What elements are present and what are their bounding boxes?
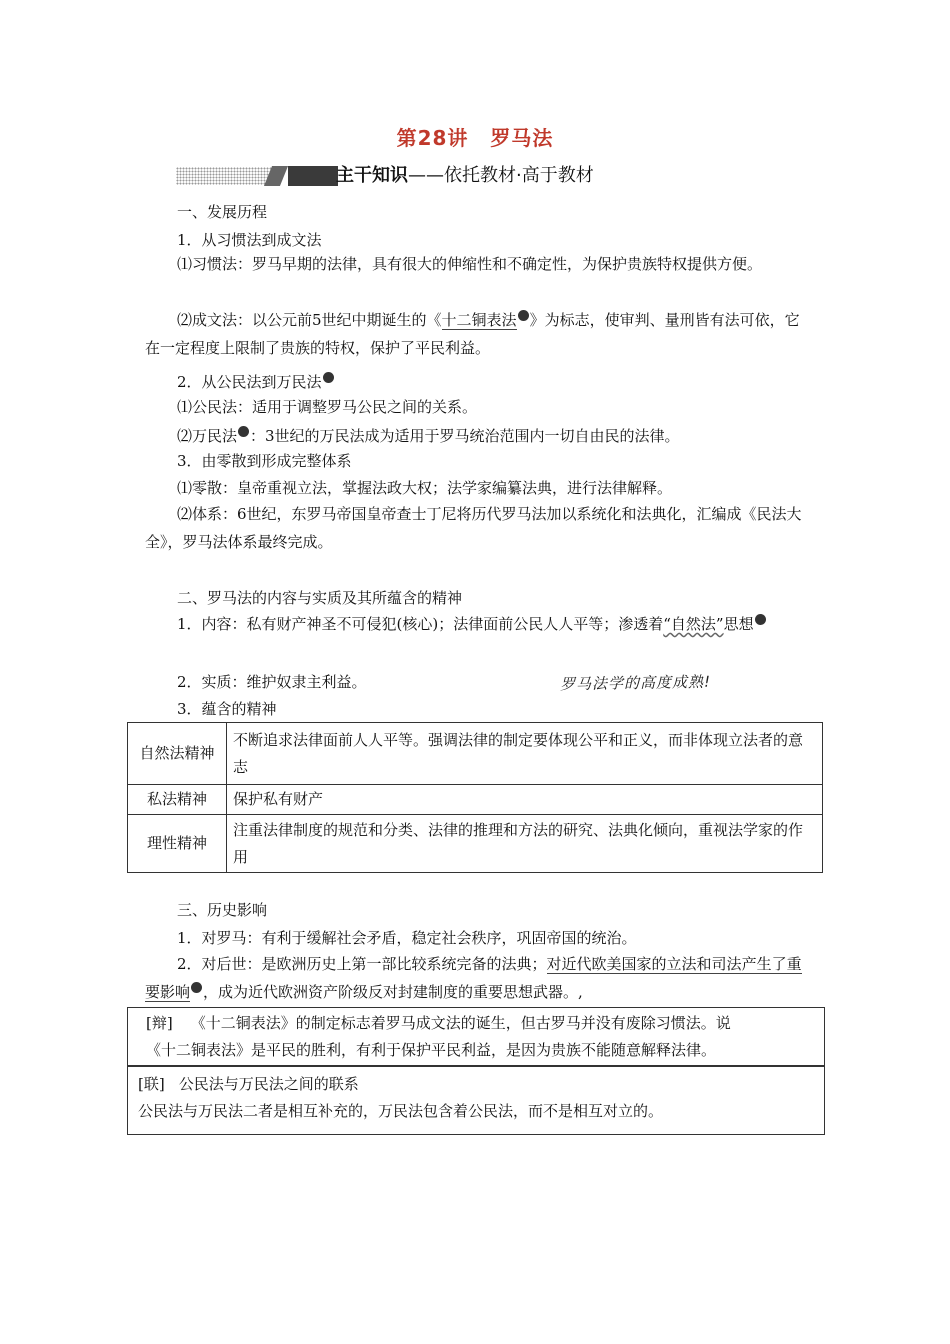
section1-heading: 一、发展历程 [177, 203, 268, 221]
table-value: 保护私有财产 [227, 785, 823, 815]
s2-item2: 2．实质：维护奴隶主利益。 [177, 673, 367, 691]
debate-line1 [146, 1013, 731, 1033]
table-key: 自然法精神 [128, 723, 227, 785]
note-badge-icon [238, 426, 249, 437]
link-tag: [联] [138, 1075, 165, 1093]
s2-item1-tail: 思想 [723, 615, 754, 633]
twelve-tables-underlined: 十二铜表法 [441, 311, 517, 329]
table-row [128, 723, 823, 785]
s2-item3: 3．蕴含的精神 [177, 700, 277, 718]
lecture-number: 第28讲 [396, 126, 469, 150]
s1-item1b-lead: ⑵成文法：以公元前5世纪中期诞生的《 [177, 311, 442, 329]
banner-main: 主干知识 [336, 165, 408, 186]
s2-item1-lead: 1．内容：私有财产神圣不可侵犯(核心)；法律面前公民人人平等；渗透着 [177, 615, 664, 633]
influence-underlined-2: 产生了重要影响 [145, 955, 802, 1001]
note-badge-icon [518, 310, 529, 321]
table-row [128, 785, 823, 815]
handwritten-note: 罗马法学的高度成熟! [559, 672, 712, 694]
s3-item2-tail: ，成为近代欧洲资产阶级反对封建制度的重要思想武器。, [203, 983, 583, 1001]
s1-item2-text: 2．从公民法到万民法 [177, 373, 322, 391]
s3-item2-lead: 2．对后世：是欧洲历史上第一部比较系统完备的法典； [177, 955, 547, 973]
s3-item1: 1．对罗马：有利于缓解社会矛盾，稳定社会秩序，巩固帝国的统治。 [177, 929, 637, 947]
s1-item2b-lead: ⑵万民法 [177, 427, 238, 445]
s1-item3: 3．由零散到形成完整体系 [177, 452, 352, 470]
page-title [0, 122, 950, 151]
note-badge-icon [323, 372, 334, 383]
s1-item1b-tail: 》为标志，使审判、量刑皆有法可依，它在一定程度上限制了贵族的特权，保护了平民利益。 [145, 311, 800, 357]
s1-item2a: ⑴公民法：适用于调整罗马公民之间的关系。 [177, 398, 478, 416]
section2-heading: 二、罗马法的内容与实质及其所蕴含的精神 [177, 589, 463, 607]
note-badge-icon [191, 982, 202, 993]
s1-item2 [177, 370, 335, 392]
table-value: 不断追求法律面前人人平等。强调法律的制定要体现公平和正义，而非体现立法者的意志 [227, 723, 823, 785]
table-key: 理性精神 [128, 815, 227, 873]
s2-item1 [145, 610, 813, 638]
s1-item3b: ⑵体系：6世纪，东罗马帝国皇帝查士丁尼将历代罗马法加以系统化和法典化，汇编成《民法大全》，罗马法体系最终完成。 [145, 505, 802, 551]
debate-tag: [辩] [146, 1014, 173, 1032]
influence-underlined-1: 对近代欧美国家的立法和司法 [546, 955, 742, 973]
debate-text1: 《十二铜表法》的制定标志着罗马成文法的诞生，但古罗马并没有废除习惯法。说 [190, 1014, 731, 1032]
link-box [127, 1065, 825, 1135]
banner-bar [288, 166, 338, 186]
s1-item2b [177, 424, 680, 446]
link-heading [138, 1074, 359, 1094]
s1-item3a: ⑴零散：皇帝重视立法，掌握法政大权；法学家编纂法典，进行法律解释。 [177, 479, 673, 497]
banner-text [336, 163, 594, 189]
debate-line2: 《十二铜表法》是平民的胜利，有利于保护平民利益，是因为贵族不能随意解释法律。 [146, 1041, 717, 1059]
table-key: 私法精神 [128, 785, 227, 815]
section3-heading: 三、历史影响 [177, 901, 268, 919]
link-text: 公民法与万民法二者是相互补充的，万民法包含着公民法，而不是相互对立的。 [138, 1102, 664, 1120]
table-row [128, 815, 823, 873]
natural-law-underlined: “自然法” [663, 615, 724, 633]
s1-item2b-tail: ：3世纪的万民法成为适用于罗马统治范围内一切自由民的法律。 [250, 427, 680, 445]
spirit-table [127, 722, 823, 873]
s3-item2 [145, 950, 813, 1006]
table-value: 注重法律制度的规范和分类、法律的推理和方法的研究、法典化倾向，重视法学家的作用 [227, 815, 823, 873]
note-badge-icon [755, 614, 766, 625]
banner-subtitle: ——依托教材·高于教材 [408, 165, 594, 186]
s1-item1b [145, 306, 810, 362]
section-banner [176, 163, 676, 189]
lecture-topic: 罗马法 [490, 126, 554, 150]
s1-item1: 1．从习惯法到成文法 [177, 231, 322, 249]
debate-box [127, 1007, 825, 1067]
banner-dot-pattern [176, 167, 272, 185]
link-heading-text: 公民法与万民法之间的联系 [178, 1075, 359, 1093]
s1-item1a: ⑴习惯法：罗马早期的法律，具有很大的伸缩性和不确定性，为保护贵族特权提供方便。 [177, 255, 763, 273]
